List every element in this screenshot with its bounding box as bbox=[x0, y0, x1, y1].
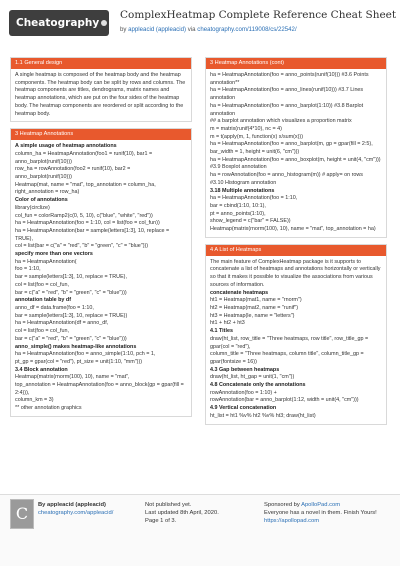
code-line: m = t(apply(m, 1, function(x) x/sum(x))) bbox=[210, 133, 304, 140]
general-design-section bbox=[10, 57, 192, 122]
code-line: The main feature of ComplexHeatmap package is it supports to concatenate a list of heatmaps and annotations horizontally or vertically so that it makes it possible to visualize the associations from various sources of information. bbox=[210, 258, 381, 288]
code-line: Heatmap(matrix(rnorm(100), 10), name = "mat", bbox=[15, 374, 130, 381]
subheading: 3.18 Multiple annotations bbox=[210, 187, 275, 194]
code-line: draw(ht_list, ht_gap = unit(1, "cm")) bbox=[210, 374, 295, 381]
author-link[interactable]: appleacid (appleacid) bbox=[128, 26, 187, 33]
page-title: ComplexHeatmap Complete Reference Cheat Sheet bbox=[120, 9, 397, 21]
subheading: 4.1 Titles bbox=[210, 328, 233, 335]
page-header bbox=[0, 0, 400, 46]
code-line: ha = HeatmapAnnotation(df = anno_df, bbox=[15, 320, 109, 327]
section-heading: 4 A List of Heatmaps bbox=[206, 245, 386, 256]
code-line: Heatmap(matrix(rnorm(100), 10), name = "mat", top_annotation = ha) bbox=[210, 226, 376, 233]
code-line: ht3 = Heatmap(le, name = "letters") bbox=[210, 312, 295, 319]
section-heading: 1.1 General design bbox=[11, 58, 191, 69]
code-line: foo = 1:10, bbox=[15, 266, 41, 273]
cheatography-logo[interactable] bbox=[9, 10, 109, 36]
last-updated: Last updated 8th April, 2020. bbox=[145, 510, 219, 516]
subheading: annotation table by df bbox=[15, 297, 72, 304]
code-line: ha = HeatmapAnnotation(bar = sample(letters[1:3], 10, replace = TRUE), bbox=[15, 227, 170, 242]
logo-text: Cheatography bbox=[16, 17, 100, 29]
code-line: ha = HeatmapAnnotation(foo = anno_barplot(1:10)) #3.8 Barplot annotation bbox=[210, 102, 364, 117]
subheading: 4.9 Vertical concatenation bbox=[210, 405, 277, 412]
heatmap-annotations-section bbox=[10, 128, 192, 417]
code-line: ha = HeatmapAnnotation(foo = 1:10, col = list(foo = col_fun)) bbox=[15, 220, 160, 227]
sponsor-link[interactable]: ApolloPad.com bbox=[301, 502, 341, 508]
code-line: ht_list = ht1 %v% ht2 %v% ht3; draw(ht_list) bbox=[210, 412, 316, 419]
section-heading: 3 Heatmap Annotations (cont) bbox=[206, 58, 386, 69]
page-subtitle bbox=[120, 26, 297, 33]
footer-sponsor bbox=[264, 501, 394, 525]
subheading: A simple usage of heatmap annotations bbox=[15, 143, 117, 150]
subtitle-mid: via bbox=[186, 26, 198, 33]
section-body bbox=[11, 140, 191, 416]
code-line: ha = HeatmapAnnotation(foo = anno_barplot(m, gp = gpar(fill = 2:5), bar_width = 1, height = unit(6, "cm"))) bbox=[210, 141, 373, 156]
code-line: ha = HeatmapAnnotation(foo = anno_boxplot(m, height = unit(4, "cm"))) #3.9 Boxplot annotation bbox=[210, 156, 381, 171]
code-line: ** other annotation graphics bbox=[15, 405, 82, 412]
code-line: bar = sample(letters[1:3], 10, replace = TRUE), bbox=[15, 274, 127, 281]
section-body bbox=[11, 69, 191, 121]
subheading: 4.3 Gap between heatmaps bbox=[210, 366, 280, 373]
footer-author-link[interactable]: cheatography.com/appleacid/ bbox=[38, 510, 114, 516]
subheading: concatenate heatmaps bbox=[210, 289, 269, 296]
page-number: Page 1 of 3. bbox=[145, 518, 177, 524]
footer-author bbox=[38, 501, 113, 517]
code-line: col = list(foo = col_fun, bbox=[15, 328, 69, 335]
subheading: 4.8 Concatenate only the annotations bbox=[210, 382, 306, 389]
sponsor-text: Everyone has a novel in them. Finish Yours! bbox=[264, 510, 377, 516]
footer-author-name: appleacid bbox=[47, 502, 74, 508]
code-line: show_legend = c("bar" = FALSE)) bbox=[210, 218, 291, 225]
code-line: col = list(foo = col_fun, bbox=[15, 281, 69, 288]
heatmap-annotations-cont-section bbox=[205, 57, 387, 238]
general-design-text: A single heatmap is composed of the heatmap body and the heatmap components. The heatmap body can be split by rows and columns. The heatmap components are titles, dendrograms, matrix names and heatmap annotations, which are put on the four sides of the heatmap body. The heatmap components are reordered or split according to the heatmap body. bbox=[15, 72, 186, 117]
code-line: column_ha = HeatmapAnnotation(foo1 = runif(10), bar1 = anno_barplot(runif(10))) bbox=[15, 150, 153, 165]
code-line: pt_gp = gpar(col = "red"), pt_size = unit(1:10, "mm"))) bbox=[15, 358, 143, 365]
code-line: col = list(bar = c("a" = "red", "b" = "green", "c" = "blue"))) bbox=[15, 243, 149, 250]
subheading: 3.4 Block annotation bbox=[15, 366, 68, 373]
code-line: draw(ht_list, row_title = "Three heatmaps, row title", row_title_gp = gpar(col = "red"), bbox=[210, 335, 369, 350]
code-line: ht1 + ht2 + ht3 bbox=[210, 320, 245, 327]
subheading: anno_simple() makes heatmap-like annotations bbox=[15, 343, 137, 350]
section-body bbox=[206, 256, 386, 424]
code-line: bar = c("a" = "red", "b" = "green", "c" = "blue"))) bbox=[15, 289, 127, 296]
sheet-link[interactable]: cheatography.com/119008/cs/22542/ bbox=[197, 26, 297, 33]
code-line: col_fun = colorRamp2(c(0, 5, 10), c("blue", "white", "red")) bbox=[15, 212, 153, 219]
sponsor-prefix: Sponsored by bbox=[264, 502, 302, 508]
author-avatar: C bbox=[10, 499, 34, 529]
code-line: ha = HeatmapAnnotation(foo = anno_simple(1:10, pch = 1, bbox=[15, 351, 156, 358]
subtitle-prefix: by bbox=[120, 26, 129, 33]
code-line: ha = HeatmapAnnotation( bbox=[15, 258, 77, 265]
code-line: ha = HeatmapAnnotation(foo = anno_lines(runif(10))) #3.7 Lines annotation bbox=[210, 87, 364, 102]
logo-dot-icon bbox=[101, 20, 107, 26]
code-line: column_title = "Three heatmaps, column title", column_title_gp = gpar(fontsize = 16)) bbox=[210, 351, 364, 365]
subheading: Color of annotations bbox=[15, 197, 68, 204]
code-line: ht1 = Heatmap(mat1, name = "rnorm") bbox=[210, 297, 302, 304]
section-heading: 3 Heatmap Annotations bbox=[11, 129, 191, 140]
page-footer bbox=[0, 494, 400, 566]
subheading: specify more than one vectors bbox=[15, 251, 93, 258]
published-status: Not published yet. bbox=[145, 502, 192, 508]
sponsor-url[interactable]: https://apollopad.com bbox=[264, 518, 320, 524]
code-line: library(circlize) bbox=[15, 204, 50, 211]
left-column bbox=[10, 57, 192, 423]
code-line: pt = anno_points(1:10), bbox=[210, 210, 266, 217]
footer-meta bbox=[145, 501, 219, 525]
list-of-heatmaps-section bbox=[205, 244, 387, 425]
code-line: rowAnnotation(bar = anno_barplot(1:12, width = unit(4, "cm"))) bbox=[210, 397, 359, 404]
code-line: bar = c("a" = "red", "b" = "green", "c" = "blue"))) bbox=[15, 335, 127, 342]
section-body bbox=[206, 69, 386, 237]
code-line: column_km = 3) bbox=[15, 397, 54, 404]
code-line: bar = cbind(1:10, 10:1), bbox=[210, 202, 266, 209]
code-line: row_ha = rowAnnotation(foo2 = runif(10), bar2 = anno_barplot(runif(10))) bbox=[15, 166, 131, 181]
code-line: anno_df = data.frame(foo = 1:10, bbox=[15, 304, 94, 311]
code-line: bar = sample(letters[1:3], 10, replace = TRUE)) bbox=[15, 312, 128, 319]
by-label: By bbox=[38, 502, 48, 508]
footer-author-handle: (appleacid) bbox=[73, 502, 106, 508]
code-line: rowAnnotation(foo = 1:10) + bbox=[210, 389, 277, 396]
code-line: ha = HeatmapAnnotation(foo = anno_points(runif(10))) #3.6 Points annotation** bbox=[210, 72, 369, 86]
code-line: ha = rowAnnotation(foo = anno_histogram(m)) # apply= on rows bbox=[210, 172, 363, 179]
code-line: Heatmap(mat, name = "mat", top_annotation = column_ha, right_annotation = row_ha) bbox=[15, 181, 156, 196]
code-line: top_annotation = HeatmapAnnotation(foo = anno_block(gp = gpar(fill = 2:4))), bbox=[15, 382, 184, 396]
code-line: ## a barplot annotation which visualizes a proportion matrix bbox=[210, 118, 352, 125]
code-line: m = matrix(runif(4*10), nc = 4) bbox=[210, 125, 282, 132]
code-line: #3.10 Histogram annotation bbox=[210, 179, 277, 186]
code-line: ht2 = Heatmap(mat2, name = "runif") bbox=[210, 304, 299, 311]
right-column bbox=[205, 57, 387, 431]
code-line: ha = HeatmapAnnotation(foo = 1:10, bbox=[210, 195, 298, 202]
